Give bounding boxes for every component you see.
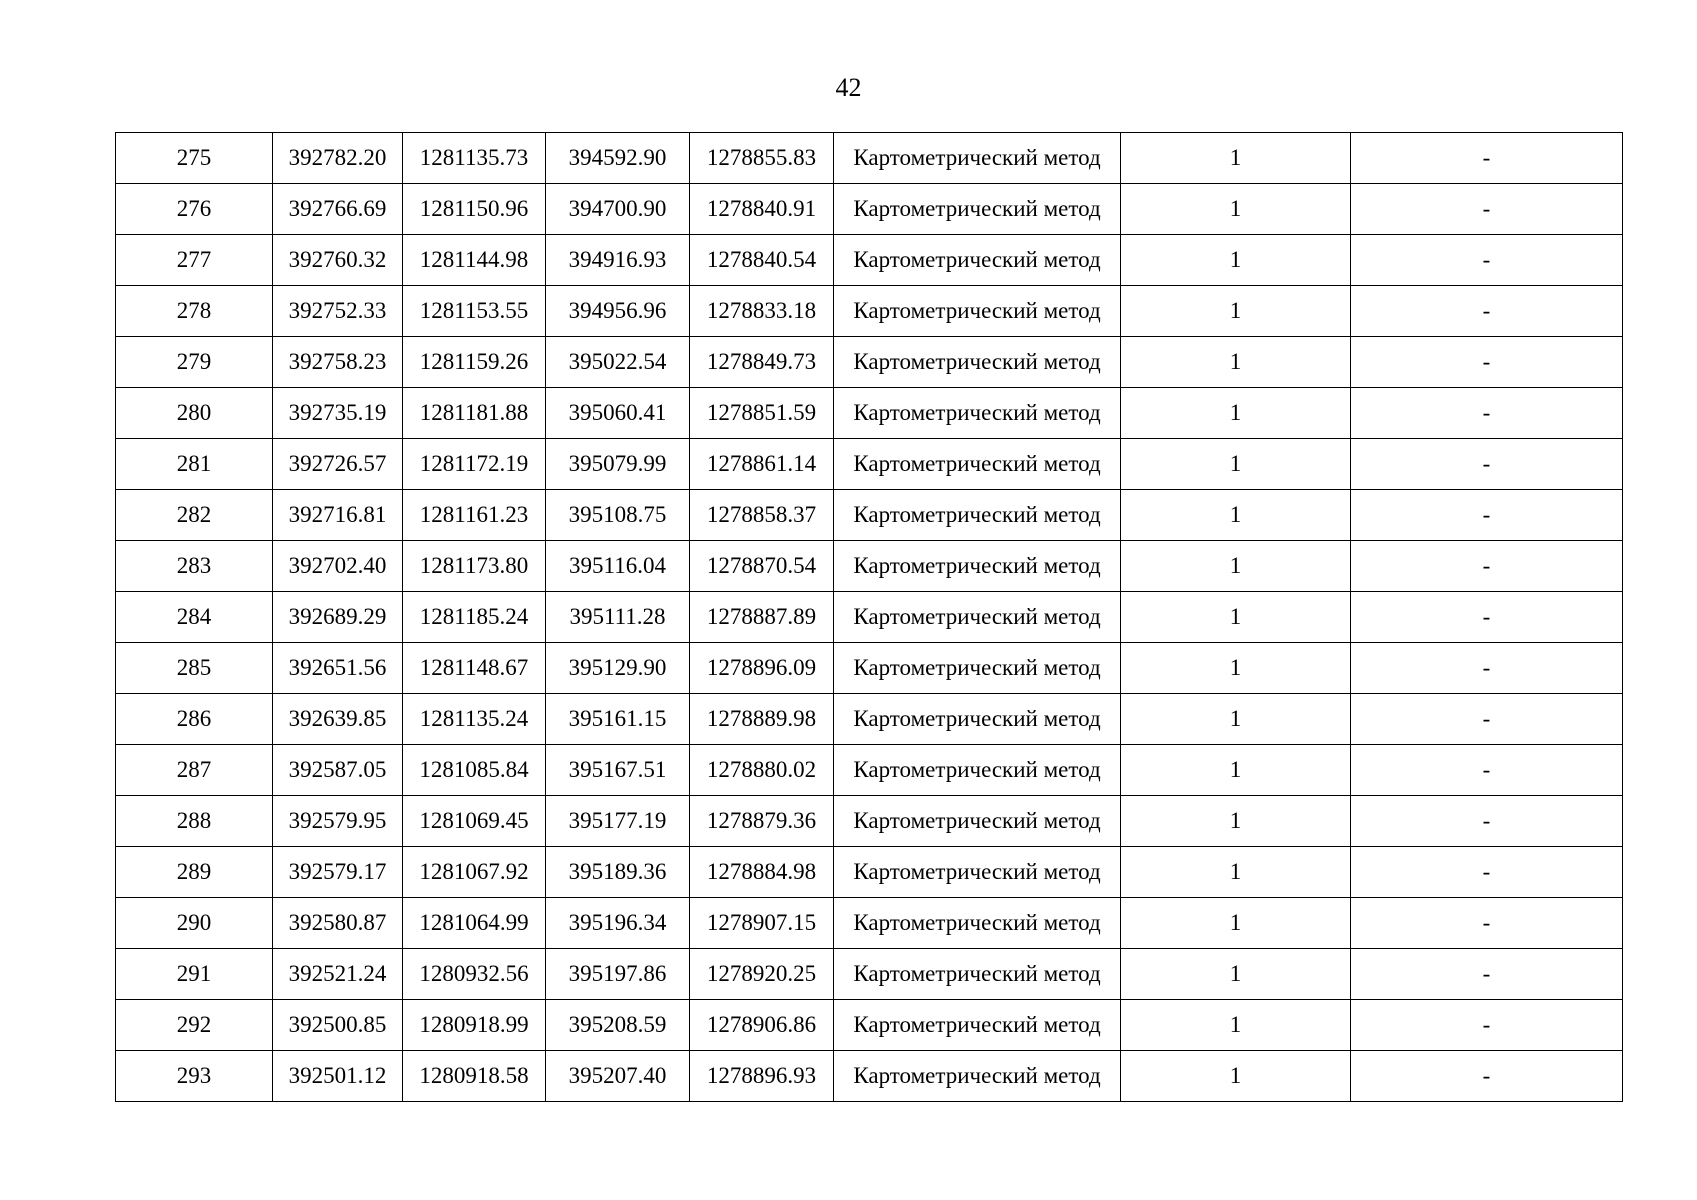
point-number-cell: 287 bbox=[116, 745, 273, 796]
x-new-cell: 395129.90 bbox=[546, 643, 690, 694]
y-new-cell: 1278884.98 bbox=[690, 847, 834, 898]
table-row bbox=[116, 439, 1623, 490]
x-old-cell: 392760.32 bbox=[273, 235, 403, 286]
y-old-cell: 1280932.56 bbox=[403, 949, 546, 1000]
method-cell: Картометрический метод bbox=[834, 133, 1121, 184]
method-cell: Картометрический метод bbox=[834, 184, 1121, 235]
method-cell: Картометрический метод bbox=[834, 337, 1121, 388]
point-number-cell: 277 bbox=[116, 235, 273, 286]
point-number-cell: 288 bbox=[116, 796, 273, 847]
accuracy-cell: 1 bbox=[1121, 286, 1351, 337]
table-row bbox=[116, 1000, 1623, 1051]
description-cell: - bbox=[1351, 1051, 1623, 1102]
x-new-cell: 395196.34 bbox=[546, 898, 690, 949]
x-new-cell: 394700.90 bbox=[546, 184, 690, 235]
description-cell: - bbox=[1351, 847, 1623, 898]
point-number-cell: 292 bbox=[116, 1000, 273, 1051]
x-old-cell: 392521.24 bbox=[273, 949, 403, 1000]
point-number-cell: 281 bbox=[116, 439, 273, 490]
table-body bbox=[116, 133, 1623, 1102]
x-new-cell: 395022.54 bbox=[546, 337, 690, 388]
point-number-cell: 289 bbox=[116, 847, 273, 898]
x-old-cell: 392651.56 bbox=[273, 643, 403, 694]
accuracy-cell: 1 bbox=[1121, 643, 1351, 694]
page-number: 42 bbox=[835, 73, 862, 102]
accuracy-cell: 1 bbox=[1121, 235, 1351, 286]
accuracy-cell: 1 bbox=[1121, 949, 1351, 1000]
method-cell: Картометрический метод bbox=[834, 388, 1121, 439]
point-number-cell: 282 bbox=[116, 490, 273, 541]
y-new-cell: 1278889.98 bbox=[690, 694, 834, 745]
x-old-cell: 392579.95 bbox=[273, 796, 403, 847]
accuracy-cell: 1 bbox=[1121, 745, 1351, 796]
point-number-cell: 284 bbox=[116, 592, 273, 643]
description-cell: - bbox=[1351, 643, 1623, 694]
accuracy-cell: 1 bbox=[1121, 592, 1351, 643]
y-new-cell: 1278840.54 bbox=[690, 235, 834, 286]
point-number-cell: 291 bbox=[116, 949, 273, 1000]
x-new-cell: 395208.59 bbox=[546, 1000, 690, 1051]
x-new-cell: 395116.04 bbox=[546, 541, 690, 592]
y-new-cell: 1278858.37 bbox=[690, 490, 834, 541]
x-old-cell: 392782.20 bbox=[273, 133, 403, 184]
y-old-cell: 1281064.99 bbox=[403, 898, 546, 949]
y-new-cell: 1278906.86 bbox=[690, 1000, 834, 1051]
description-cell: - bbox=[1351, 898, 1623, 949]
x-old-cell: 392702.40 bbox=[273, 541, 403, 592]
table-row bbox=[116, 286, 1623, 337]
x-new-cell: 395108.75 bbox=[546, 490, 690, 541]
y-old-cell: 1281185.24 bbox=[403, 592, 546, 643]
coordinates-table bbox=[115, 132, 1623, 1102]
accuracy-cell: 1 bbox=[1121, 694, 1351, 745]
method-cell: Картометрический метод bbox=[834, 745, 1121, 796]
method-cell: Картометрический метод bbox=[834, 541, 1121, 592]
point-number-cell: 285 bbox=[116, 643, 273, 694]
accuracy-cell: 1 bbox=[1121, 1051, 1351, 1102]
y-new-cell: 1278896.09 bbox=[690, 643, 834, 694]
x-old-cell: 392579.17 bbox=[273, 847, 403, 898]
point-number-cell: 279 bbox=[116, 337, 273, 388]
x-new-cell: 395111.28 bbox=[546, 592, 690, 643]
point-number-cell: 276 bbox=[116, 184, 273, 235]
table-row bbox=[116, 184, 1623, 235]
method-cell: Картометрический метод bbox=[834, 592, 1121, 643]
description-cell: - bbox=[1351, 490, 1623, 541]
description-cell: - bbox=[1351, 949, 1623, 1000]
method-cell: Картометрический метод bbox=[834, 490, 1121, 541]
y-new-cell: 1278849.73 bbox=[690, 337, 834, 388]
x-new-cell: 395197.86 bbox=[546, 949, 690, 1000]
y-old-cell: 1281161.23 bbox=[403, 490, 546, 541]
table-row bbox=[116, 745, 1623, 796]
description-cell: - bbox=[1351, 745, 1623, 796]
point-number-cell: 280 bbox=[116, 388, 273, 439]
x-old-cell: 392501.12 bbox=[273, 1051, 403, 1102]
y-new-cell: 1278840.91 bbox=[690, 184, 834, 235]
x-new-cell: 395177.19 bbox=[546, 796, 690, 847]
x-new-cell: 394592.90 bbox=[546, 133, 690, 184]
method-cell: Картометрический метод bbox=[834, 643, 1121, 694]
x-old-cell: 392500.85 bbox=[273, 1000, 403, 1051]
y-new-cell: 1278855.83 bbox=[690, 133, 834, 184]
y-old-cell: 1281153.55 bbox=[403, 286, 546, 337]
table-row bbox=[116, 949, 1623, 1000]
table-row bbox=[116, 235, 1623, 286]
x-old-cell: 392587.05 bbox=[273, 745, 403, 796]
table-row bbox=[116, 490, 1623, 541]
x-old-cell: 392752.33 bbox=[273, 286, 403, 337]
y-old-cell: 1281172.19 bbox=[403, 439, 546, 490]
y-old-cell: 1281148.67 bbox=[403, 643, 546, 694]
description-cell: - bbox=[1351, 1000, 1623, 1051]
description-cell: - bbox=[1351, 184, 1623, 235]
table-row bbox=[116, 133, 1623, 184]
x-new-cell: 394956.96 bbox=[546, 286, 690, 337]
table-row bbox=[116, 694, 1623, 745]
y-old-cell: 1281069.45 bbox=[403, 796, 546, 847]
description-cell: - bbox=[1351, 439, 1623, 490]
point-number-cell: 275 bbox=[116, 133, 273, 184]
point-number-cell: 286 bbox=[116, 694, 273, 745]
x-new-cell: 395079.99 bbox=[546, 439, 690, 490]
x-old-cell: 392689.29 bbox=[273, 592, 403, 643]
y-new-cell: 1278880.02 bbox=[690, 745, 834, 796]
description-cell: - bbox=[1351, 388, 1623, 439]
y-new-cell: 1278920.25 bbox=[690, 949, 834, 1000]
description-cell: - bbox=[1351, 133, 1623, 184]
description-cell: - bbox=[1351, 541, 1623, 592]
y-new-cell: 1278887.89 bbox=[690, 592, 834, 643]
description-cell: - bbox=[1351, 337, 1623, 388]
y-new-cell: 1278870.54 bbox=[690, 541, 834, 592]
description-cell: - bbox=[1351, 235, 1623, 286]
method-cell: Картометрический метод bbox=[834, 235, 1121, 286]
table-row bbox=[116, 643, 1623, 694]
x-old-cell: 392758.23 bbox=[273, 337, 403, 388]
x-new-cell: 395189.36 bbox=[546, 847, 690, 898]
accuracy-cell: 1 bbox=[1121, 133, 1351, 184]
table-row bbox=[116, 388, 1623, 439]
y-old-cell: 1281181.88 bbox=[403, 388, 546, 439]
method-cell: Картометрический метод bbox=[834, 949, 1121, 1000]
accuracy-cell: 1 bbox=[1121, 898, 1351, 949]
y-new-cell: 1278833.18 bbox=[690, 286, 834, 337]
point-number-cell: 290 bbox=[116, 898, 273, 949]
x-old-cell: 392726.57 bbox=[273, 439, 403, 490]
description-cell: - bbox=[1351, 592, 1623, 643]
y-old-cell: 1281173.80 bbox=[403, 541, 546, 592]
y-old-cell: 1280918.99 bbox=[403, 1000, 546, 1051]
y-new-cell: 1278851.59 bbox=[690, 388, 834, 439]
y-new-cell: 1278896.93 bbox=[690, 1051, 834, 1102]
x-new-cell: 395167.51 bbox=[546, 745, 690, 796]
x-new-cell: 395207.40 bbox=[546, 1051, 690, 1102]
x-old-cell: 392735.19 bbox=[273, 388, 403, 439]
table-row bbox=[116, 847, 1623, 898]
table-row bbox=[116, 541, 1623, 592]
method-cell: Картометрический метод bbox=[834, 439, 1121, 490]
accuracy-cell: 1 bbox=[1121, 490, 1351, 541]
accuracy-cell: 1 bbox=[1121, 541, 1351, 592]
y-new-cell: 1278907.15 bbox=[690, 898, 834, 949]
method-cell: Картометрический метод bbox=[834, 796, 1121, 847]
method-cell: Картометрический метод bbox=[834, 1000, 1121, 1051]
description-cell: - bbox=[1351, 286, 1623, 337]
y-old-cell: 1281135.24 bbox=[403, 694, 546, 745]
y-old-cell: 1281135.73 bbox=[403, 133, 546, 184]
method-cell: Картометрический метод bbox=[834, 898, 1121, 949]
table-row bbox=[116, 592, 1623, 643]
y-old-cell: 1280918.58 bbox=[403, 1051, 546, 1102]
y-old-cell: 1281159.26 bbox=[403, 337, 546, 388]
method-cell: Картометрический метод bbox=[834, 847, 1121, 898]
accuracy-cell: 1 bbox=[1121, 439, 1351, 490]
accuracy-cell: 1 bbox=[1121, 1000, 1351, 1051]
x-old-cell: 392766.69 bbox=[273, 184, 403, 235]
y-new-cell: 1278879.36 bbox=[690, 796, 834, 847]
point-number-cell: 293 bbox=[116, 1051, 273, 1102]
x-new-cell: 394916.93 bbox=[546, 235, 690, 286]
method-cell: Картометрический метод bbox=[834, 1051, 1121, 1102]
table-row bbox=[116, 898, 1623, 949]
accuracy-cell: 1 bbox=[1121, 796, 1351, 847]
y-old-cell: 1281085.84 bbox=[403, 745, 546, 796]
accuracy-cell: 1 bbox=[1121, 184, 1351, 235]
accuracy-cell: 1 bbox=[1121, 847, 1351, 898]
method-cell: Картометрический метод bbox=[834, 694, 1121, 745]
method-cell: Картометрический метод bbox=[834, 286, 1121, 337]
y-old-cell: 1281150.96 bbox=[403, 184, 546, 235]
x-old-cell: 392580.87 bbox=[273, 898, 403, 949]
point-number-cell: 278 bbox=[116, 286, 273, 337]
description-cell: - bbox=[1351, 796, 1623, 847]
accuracy-cell: 1 bbox=[1121, 337, 1351, 388]
point-number-cell: 283 bbox=[116, 541, 273, 592]
x-old-cell: 392639.85 bbox=[273, 694, 403, 745]
y-old-cell: 1281144.98 bbox=[403, 235, 546, 286]
x-new-cell: 395060.41 bbox=[546, 388, 690, 439]
table-row bbox=[116, 1051, 1623, 1102]
x-new-cell: 395161.15 bbox=[546, 694, 690, 745]
accuracy-cell: 1 bbox=[1121, 388, 1351, 439]
y-old-cell: 1281067.92 bbox=[403, 847, 546, 898]
y-new-cell: 1278861.14 bbox=[690, 439, 834, 490]
x-old-cell: 392716.81 bbox=[273, 490, 403, 541]
table-row bbox=[116, 796, 1623, 847]
description-cell: - bbox=[1351, 694, 1623, 745]
table-row bbox=[116, 337, 1623, 388]
